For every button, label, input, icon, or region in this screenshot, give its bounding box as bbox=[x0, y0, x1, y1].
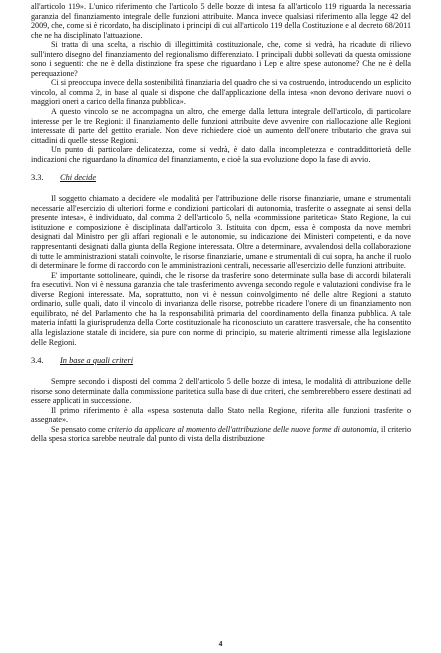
paragraph: A questo vincolo se ne accompagna un altro, che emerge dalla lettura integrale dell'articolo, di particolare interesse per le tre Regioni: il finanziamento delle funzioni attribuite deve avvenire con riallocazione alle Regioni interessate di parte del gettito erariale. Non deve richiedere cioè un aumento dell'onere tributario che grava sui cittadini di quelle stesse Regioni. bbox=[31, 107, 411, 145]
paragraph bbox=[31, 425, 411, 444]
paragraph: Il primo riferimento è alla «spesa sostenuta dallo Stato nella Regione, riferita alle funzioni trasferite o assegnate». bbox=[31, 405, 411, 425]
paragraph-text: Se pensato come bbox=[51, 424, 108, 434]
paragraph: Ci si preoccupa invece della sostenibilità finanziaria del quadro che si va costruendo, introducendo un esplicito vincolo, al comma 2, in base al quale si dispone che dall'applicazione della intesa «non devono derivare nuovi o maggiori oneri a carico della finanza pubblica». bbox=[31, 78, 411, 107]
paragraph bbox=[31, 145, 411, 164]
paragraph-text: del finanziamento, e cioè la sua evoluzione dopo la fase di avvio. bbox=[157, 154, 371, 164]
page-number: 4 bbox=[218, 639, 223, 648]
spacer bbox=[31, 347, 411, 356]
section-heading bbox=[31, 173, 411, 183]
paragraph: Si tratta di una scelta, a rischio di illegittimità costituzionale, che, come si vedrà, ha ricadute di rilievo sull'intero disegno del finanziamento del regionalismo differenziato. I principali dubbi sollevati da questa omissione sono i seguenti: che ne è della distinzione fra spese che riguardano i Lep e altre spese autonome? Che ne è della perequazione? bbox=[31, 40, 411, 78]
paragraph: E' importante sottolineare, quindi, che le risorse da trasferire sono determinate sulla base di accordi bilaterali fra esecutivi. Non vi è nessuna garanzia che tale trasferimento avvenga secondo regole e valutazioni condivise fra le diverse Regioni interessate. Ma, soprattutto, non vi è nessun coinvolgimento né delle altre Regioni a statuto ordinario, sulle quali, dato il vincolo di invarianza delle risorse, potrebbe ricadere l'onere di un finanziamento non equilibrato, né del Parlamento che ha la responsabilità primaria del coordinamento della finanza pubblica. A tale materia infatti la giurisprudenza della Corte costituzionale ha riconosciuto un carattere trasversale, che ha consentito alla legislazione statale di incidere, sia pure con norme di principio, su materie altrimenti rimesse alla legislazione delle Regioni. bbox=[31, 270, 411, 347]
section-title: In base a quali criteri bbox=[60, 356, 134, 366]
section-number: 3.3. bbox=[31, 173, 44, 183]
paragraph: Sempre secondo i disposti del comma 2 dell'articolo 5 delle bozze di intesa, le modalità di attribuzione delle risorse sono determinate dalla commissione paritetica sulla base di due criteri, che sembrerebbero essere destinati ad essere applicati in successione. bbox=[31, 377, 411, 406]
spacer bbox=[31, 164, 411, 173]
paragraph: all'articolo 119». L'unico riferimento che l'articolo 5 delle bozze di intesa fa all'articolo 119 riguarda la necessaria garanzia del finanziamento integrale delle funzioni attribuite. Manca invece qualsiasi riferimento alla legge 42 del 2009, che, come si è ricordato, ha disciplinato i principi di cui all'articolo 119 della Costituzione e al decreto 68/2011 che ne ha disciplinato l'attuazione. bbox=[31, 2, 411, 40]
emphasized-text: criterio da applicare al momento dell'attribuzione delle nuove forme di autonomia bbox=[107, 424, 377, 434]
document-body bbox=[31, 2, 411, 444]
paragraph-text: , il criterio della spesa storica sarebbe neutrale dal punto di vista della distribuzione bbox=[31, 424, 412, 444]
emphasized-text: dinamica bbox=[127, 154, 158, 164]
section-title: Chi decide bbox=[60, 173, 97, 183]
spacer bbox=[31, 183, 411, 194]
section-heading bbox=[31, 356, 411, 366]
paragraph-text: Un punto di particolare delicatezza, come si vedrà, è dato dalla incompletezza e contraddittorietà delle indicazioni che riguardano la bbox=[31, 145, 411, 164]
section-number: 3.4. bbox=[31, 356, 44, 366]
paragraph: Il soggetto chiamato a decidere «le modalità per l'attribuzione delle risorse finanziarie, umane e strumentali necessarie all'esercizio di ulteriori forme e condizioni particolari di autonomia, trasferite o assegnate ai sensi della presente intesa», è individuato, dal comma 2 dell'articolo 5, nella «commissione paritetica» Stato Regione, la cui istituzione e composizione è disciplinata dall'articolo 3. Istituita con dpcm, essa è composta da nove membri designati dal Ministro per gli affari regionali e le autonomie, su indicazione dei Ministeri competenti, e da nove rappresentanti designati dalla giunta della Regione interessata. Oltre a determinare, avvalendosi della collaborazione di tutte le amministrazioni statali coinvolte, le risorse finanziarie, umane e strumentali di cui sopra, ha anche il ruolo di determinare le forme di raccordo con le amministrazioni centrali, necessarie all'esercizio delle funzioni attribuite. bbox=[31, 194, 411, 271]
spacer bbox=[31, 366, 411, 377]
